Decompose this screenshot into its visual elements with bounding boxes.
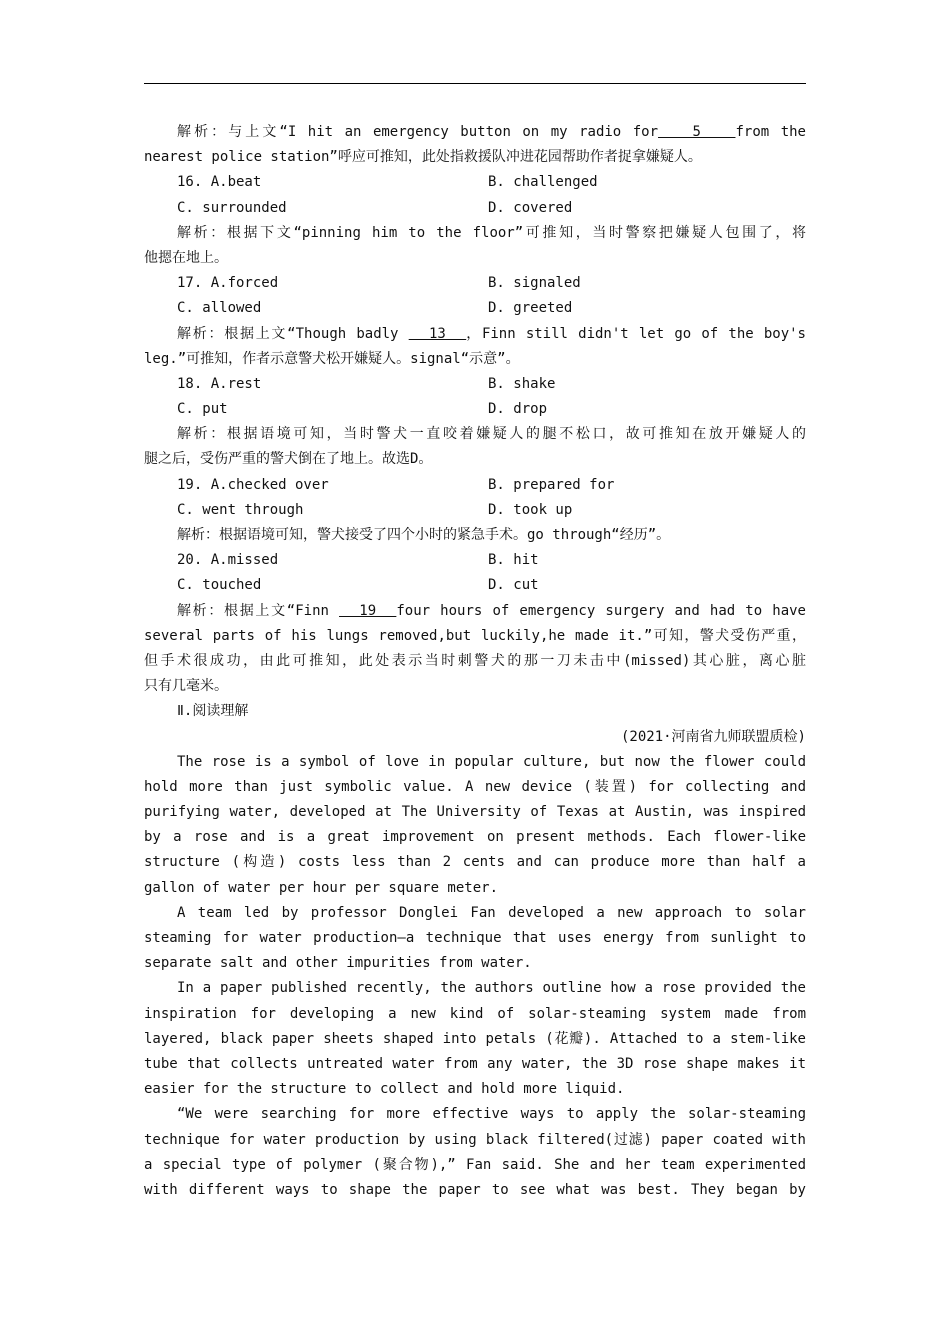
text-span: easier for the structure to collect and hold more liquid. <box>144 1081 625 1098</box>
text-span: technique for water production by using black filtered(过滤) paper coated with <box>144 1131 806 1148</box>
option-left: 18. A.rest <box>177 375 262 392</box>
text-span: steaming for water production—a technique that uses energy from sunlight to <box>144 930 806 946</box>
answer-blank: 5 <box>658 124 736 140</box>
text-line <box>144 674 806 699</box>
text-span: with different ways to shape the paper to see what was best. They began by <box>144 1181 806 1198</box>
option-row <box>144 548 806 573</box>
text-line <box>144 624 806 649</box>
option-left: 19. A.checked over <box>177 476 329 493</box>
text-span: 他摁在地上。 <box>144 249 228 266</box>
text-span: Ⅱ.阅读理解 <box>177 703 249 720</box>
option-right: D. cut <box>488 577 539 594</box>
document-body <box>144 120 806 1203</box>
option-row <box>144 170 806 195</box>
option-left: 20. A.missed <box>177 552 279 569</box>
text-line <box>144 120 806 145</box>
text-line <box>144 951 806 976</box>
option-row <box>144 372 806 397</box>
text-line <box>144 750 806 775</box>
text-line <box>144 850 806 875</box>
text-span: A team led by professor Donglei Fan developed a new approach to solar <box>177 904 806 921</box>
text-span: 解析：根据下文“pinning him to the floor”可推知，当时警察把嫌疑人包围了，将 <box>177 224 806 241</box>
option-right: D. greeted <box>488 300 573 317</box>
text-line <box>144 1077 806 1102</box>
text-line <box>144 523 806 548</box>
text-line <box>144 347 806 372</box>
text-span: from the <box>735 124 806 140</box>
text-span: four hours of emergency surgery and had to have <box>396 602 806 619</box>
text-span: tube that collects untreated water from any water, the 3D rose shape makes it <box>144 1055 806 1072</box>
option-row <box>144 271 806 296</box>
option-right: B. hit <box>488 552 539 569</box>
text-span: a special type of polymer (聚合物),” Fan said. She and her team experimented <box>144 1156 806 1173</box>
text-line <box>144 926 806 951</box>
option-row <box>144 296 806 321</box>
option-left: 16. A.beat <box>177 174 262 191</box>
option-right: D. drop <box>488 401 548 418</box>
text-line <box>144 322 806 347</box>
text-line <box>144 1102 806 1127</box>
text-span: leg.”可推知，作者示意警犬松开嫌疑人。signal“示意”。 <box>144 350 520 367</box>
text-line <box>144 221 806 246</box>
text-line <box>144 1052 806 1077</box>
option-left: C. surrounded <box>177 199 287 216</box>
text-line <box>144 825 806 850</box>
text-span: 解析：根据上文“Finn <box>177 602 340 619</box>
text-line <box>144 649 806 674</box>
text-line <box>144 699 806 724</box>
text-span: 腿之后，受伤严重的警犬倒在了地上。故选D。 <box>144 451 433 468</box>
text-line <box>144 775 806 800</box>
text-span: several parts of his lungs removed,but luckily,he made it.”可知，警犬受伤严重， <box>144 627 806 644</box>
option-right: B. shake <box>488 375 556 392</box>
text-line <box>144 1128 806 1153</box>
option-row <box>144 573 806 598</box>
text-span: gallon of water per hour per square meter. <box>144 879 499 896</box>
text-line <box>144 901 806 926</box>
text-line <box>144 800 806 825</box>
option-left: C. went through <box>177 501 304 518</box>
text-span: separate salt and other impurities from water. <box>144 955 532 972</box>
option-right: B. challenged <box>488 174 598 191</box>
text-span: 解析：根据上文“Though badly <box>177 325 409 342</box>
text-line <box>144 447 806 472</box>
option-right: B. prepared for <box>488 476 615 493</box>
text-span: nearest police station”呼应可推知，此处指救援队冲进花园帮助作者捉拿嫌疑人。 <box>144 149 702 166</box>
text-span: inspiration for developing a new kind of solar-steaming system made from <box>144 1005 806 1022</box>
text-span: The rose is a symbol of love in popular culture, but now the flower could <box>177 753 806 770</box>
text-span: hold more than just symbolic value. A new device (装置) for collecting and <box>144 778 806 795</box>
text-span: layered, black paper sheets shaped into petals (花瓣). Attached to a stem-like <box>144 1030 806 1047</box>
text-span: 只有几毫米。 <box>144 678 228 695</box>
text-line <box>144 876 806 901</box>
text-span: purifying water, developed at The University of Texas at Austin, was inspired <box>144 804 806 821</box>
text-line <box>144 599 806 624</box>
header-rule <box>144 83 806 84</box>
source-note: (2021·河南省九师联盟质检) <box>620 728 806 745</box>
answer-blank: 19 <box>339 602 397 619</box>
option-row <box>144 473 806 498</box>
option-right: D. covered <box>488 199 573 216</box>
text-span: “We were searching for more effective ways to apply the solar-steaming <box>177 1106 806 1123</box>
option-right: D. took up <box>488 501 573 518</box>
option-row <box>144 498 806 523</box>
text-line <box>144 1002 806 1027</box>
option-row <box>144 196 806 221</box>
text-span: In a paper published recently, the authors outline how a rose provided the <box>177 980 806 997</box>
text-span: 解析：根据语境可知，当时警犬一直咬着嫌疑人的腿不松口，故可推知在放开嫌疑人的 <box>177 426 806 443</box>
text-span: by a rose and is a great improvement on present methods. Each flower-like <box>144 829 806 846</box>
text-line <box>144 976 806 1001</box>
text-line <box>144 422 806 447</box>
option-left: C. allowed <box>177 300 262 317</box>
text-span: 解析：根据语境可知，警犬接受了四个小时的紧急手术。go through“经历”。 <box>177 527 671 543</box>
text-span: ，Finn still didn't let go of the boy's <box>466 325 806 342</box>
text-line <box>144 1153 806 1178</box>
answer-blank: 13 <box>408 325 467 342</box>
text-line <box>144 246 806 271</box>
text-span: structure (构造) costs less than 2 cents and can produce more than half a <box>144 854 806 871</box>
option-row <box>144 397 806 422</box>
text-line <box>144 1027 806 1052</box>
option-left: 17. A.forced <box>177 275 279 292</box>
text-span: 解析：与上文“I hit an emergency button on my radio for <box>177 124 659 140</box>
text-line <box>144 145 806 170</box>
option-right: B. signaled <box>488 275 581 292</box>
option-left: C. put <box>177 401 228 418</box>
option-left: C. touched <box>177 577 262 594</box>
text-span: 但手术很成功，由此可推知，此处表示当时刺警犬的那一刀未击中(missed)其心脏，离心脏 <box>144 652 806 669</box>
text-line <box>144 1178 806 1203</box>
